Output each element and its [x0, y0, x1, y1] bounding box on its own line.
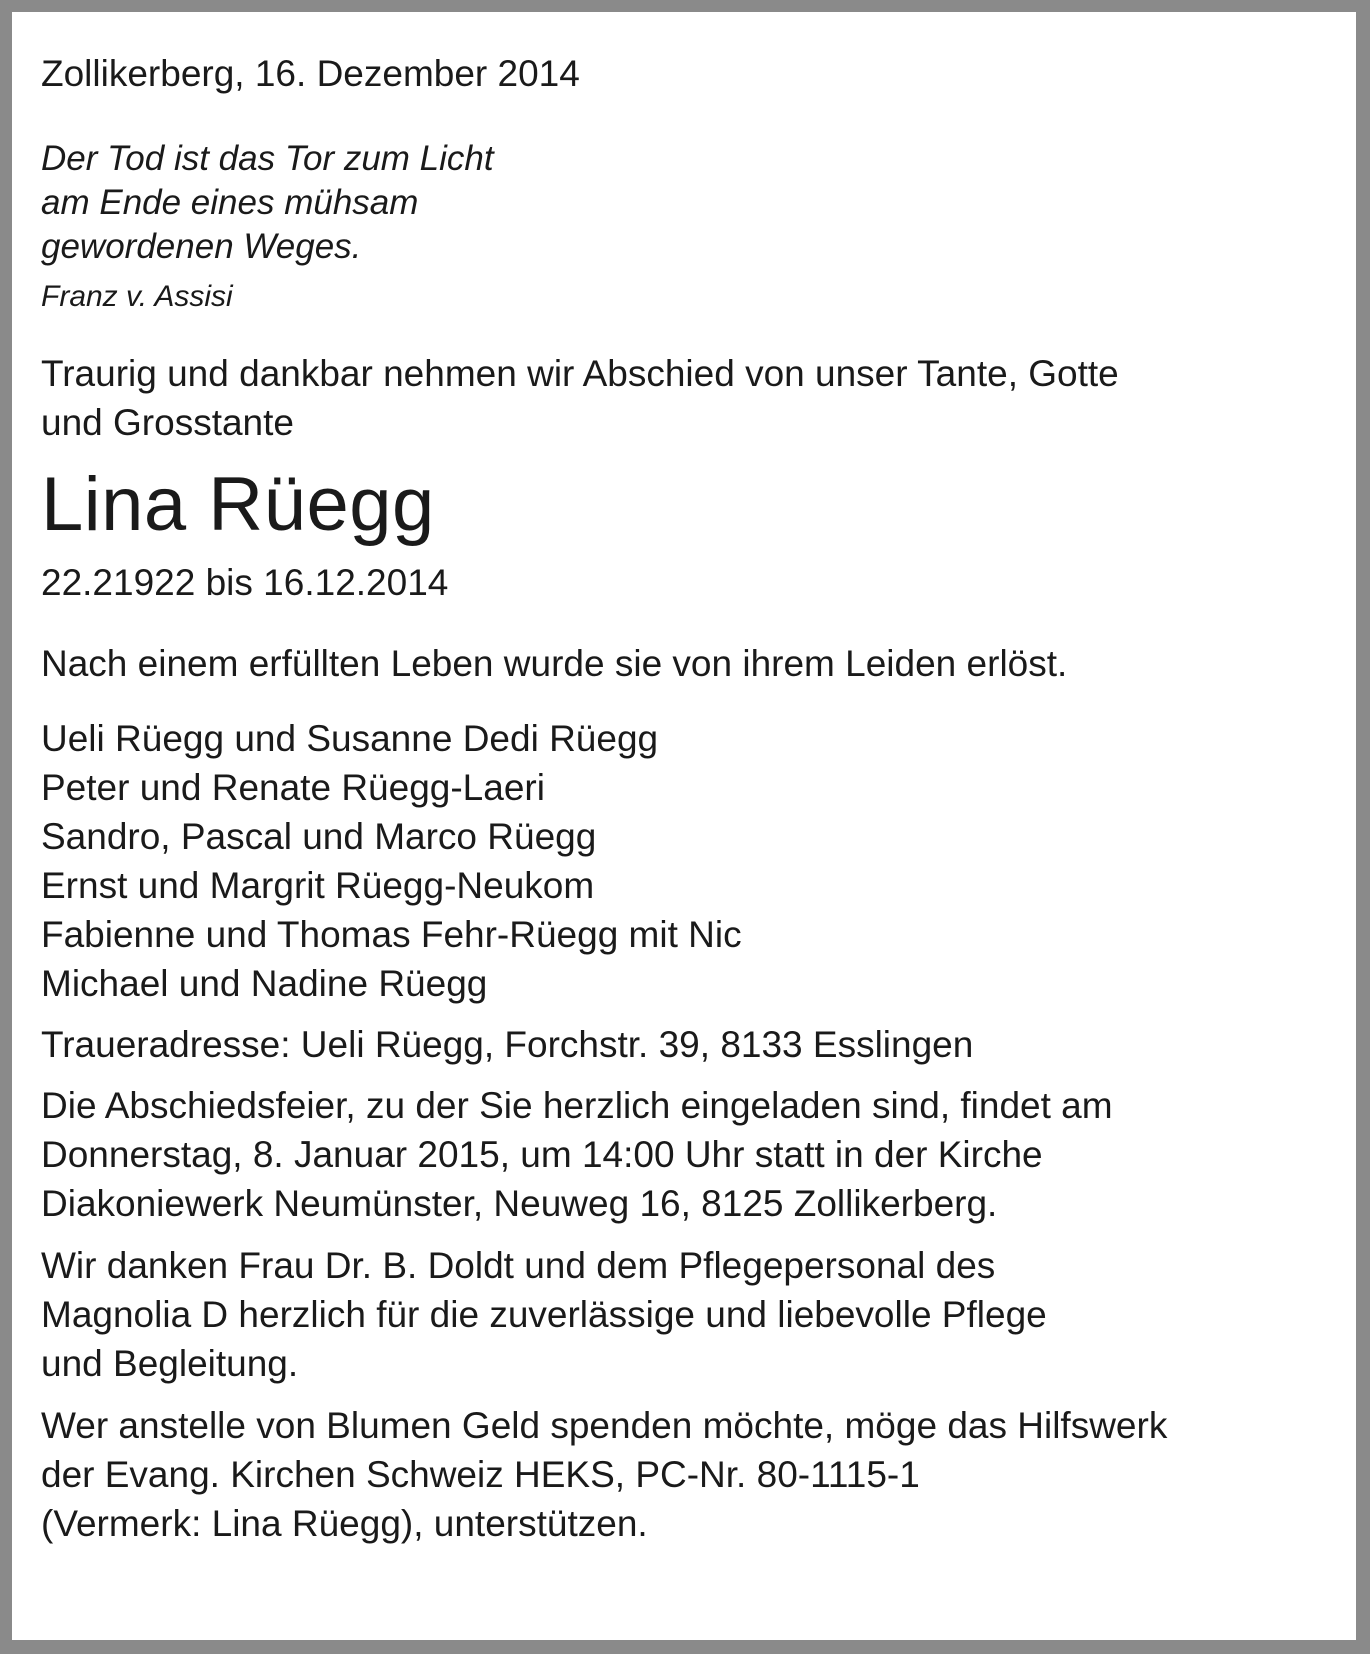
thanks-line: Magnolia D herzlich für die zuverlässige und liebevolle Pflege — [41, 1294, 1047, 1335]
mourner-entry: Michael und Nadine Rüegg — [41, 963, 488, 1004]
intro-text — [41, 349, 1331, 447]
donation-line: der Evang. Kirchen Schweiz HEKS, PC-Nr. 80-1115-1 — [41, 1454, 920, 1495]
thanks-text — [41, 1241, 1331, 1388]
intro-line: Traurig und dankbar nehmen wir Abschied von unser Tante, Gotte — [41, 353, 1119, 394]
donation-line: (Vermerk: Lina Rüegg), unterstützen. — [41, 1503, 648, 1544]
quote-line: Der Tod ist das Tor zum Licht — [41, 139, 494, 178]
donation-info — [41, 1401, 1331, 1548]
thanks-line: Wir danken Frau Dr. B. Doldt und dem Pflegepersonal des — [41, 1245, 996, 1286]
mourners-list — [41, 714, 1331, 1008]
mourner-entry: Sandro, Pascal und Marco Rüegg — [41, 816, 597, 857]
ceremony-info — [41, 1081, 1331, 1228]
life-dates: 22.21922 bis 16.12.2014 — [41, 562, 449, 603]
deceased-name: Lina Rüegg — [41, 462, 435, 547]
quote-line: gewordenen Weges. — [41, 227, 362, 266]
ceremony-line: Donnerstag, 8. Januar 2015, um 14:00 Uhr statt in der Kirche — [41, 1134, 1043, 1175]
ceremony-line: Diakoniewerk Neumünster, Neuweg 16, 8125 Zollikerberg. — [41, 1183, 998, 1224]
obituary-notice — [12, 12, 1356, 1640]
mourner-entry: Ernst und Margrit Rüegg-Neukom — [41, 865, 595, 906]
statement-text: Nach einem erfüllten Leben wurde sie von ihrem Leiden erlöst. — [41, 643, 1068, 684]
donation-line: Wer anstelle von Blumen Geld spenden möchte, möge das Hilfswerk — [41, 1405, 1168, 1446]
intro-line: und Grosstante — [41, 402, 294, 443]
place-and-date: Zollikerberg, 16. Dezember 2014 — [41, 53, 580, 94]
quote-line: am Ende eines mühsam — [41, 183, 419, 222]
mourner-entry: Peter und Renate Rüegg-Laeri — [41, 767, 545, 808]
mourner-entry: Ueli Rüegg und Susanne Dedi Rüegg — [41, 718, 659, 759]
quote-author: Franz v. Assisi — [41, 280, 233, 313]
ceremony-line: Die Abschiedsfeier, zu der Sie herzlich eingeladen sind, findet am — [41, 1085, 1113, 1126]
epigraph-quote — [41, 137, 1331, 269]
mourning-address: Traueradresse: Ueli Rüegg, Forchstr. 39, 8133 Esslingen — [41, 1024, 974, 1065]
obituary-content — [41, 12, 1331, 1548]
mourner-entry: Fabienne und Thomas Fehr-Rüegg mit Nic — [41, 914, 742, 955]
thanks-line: und Begleitung. — [41, 1343, 299, 1384]
